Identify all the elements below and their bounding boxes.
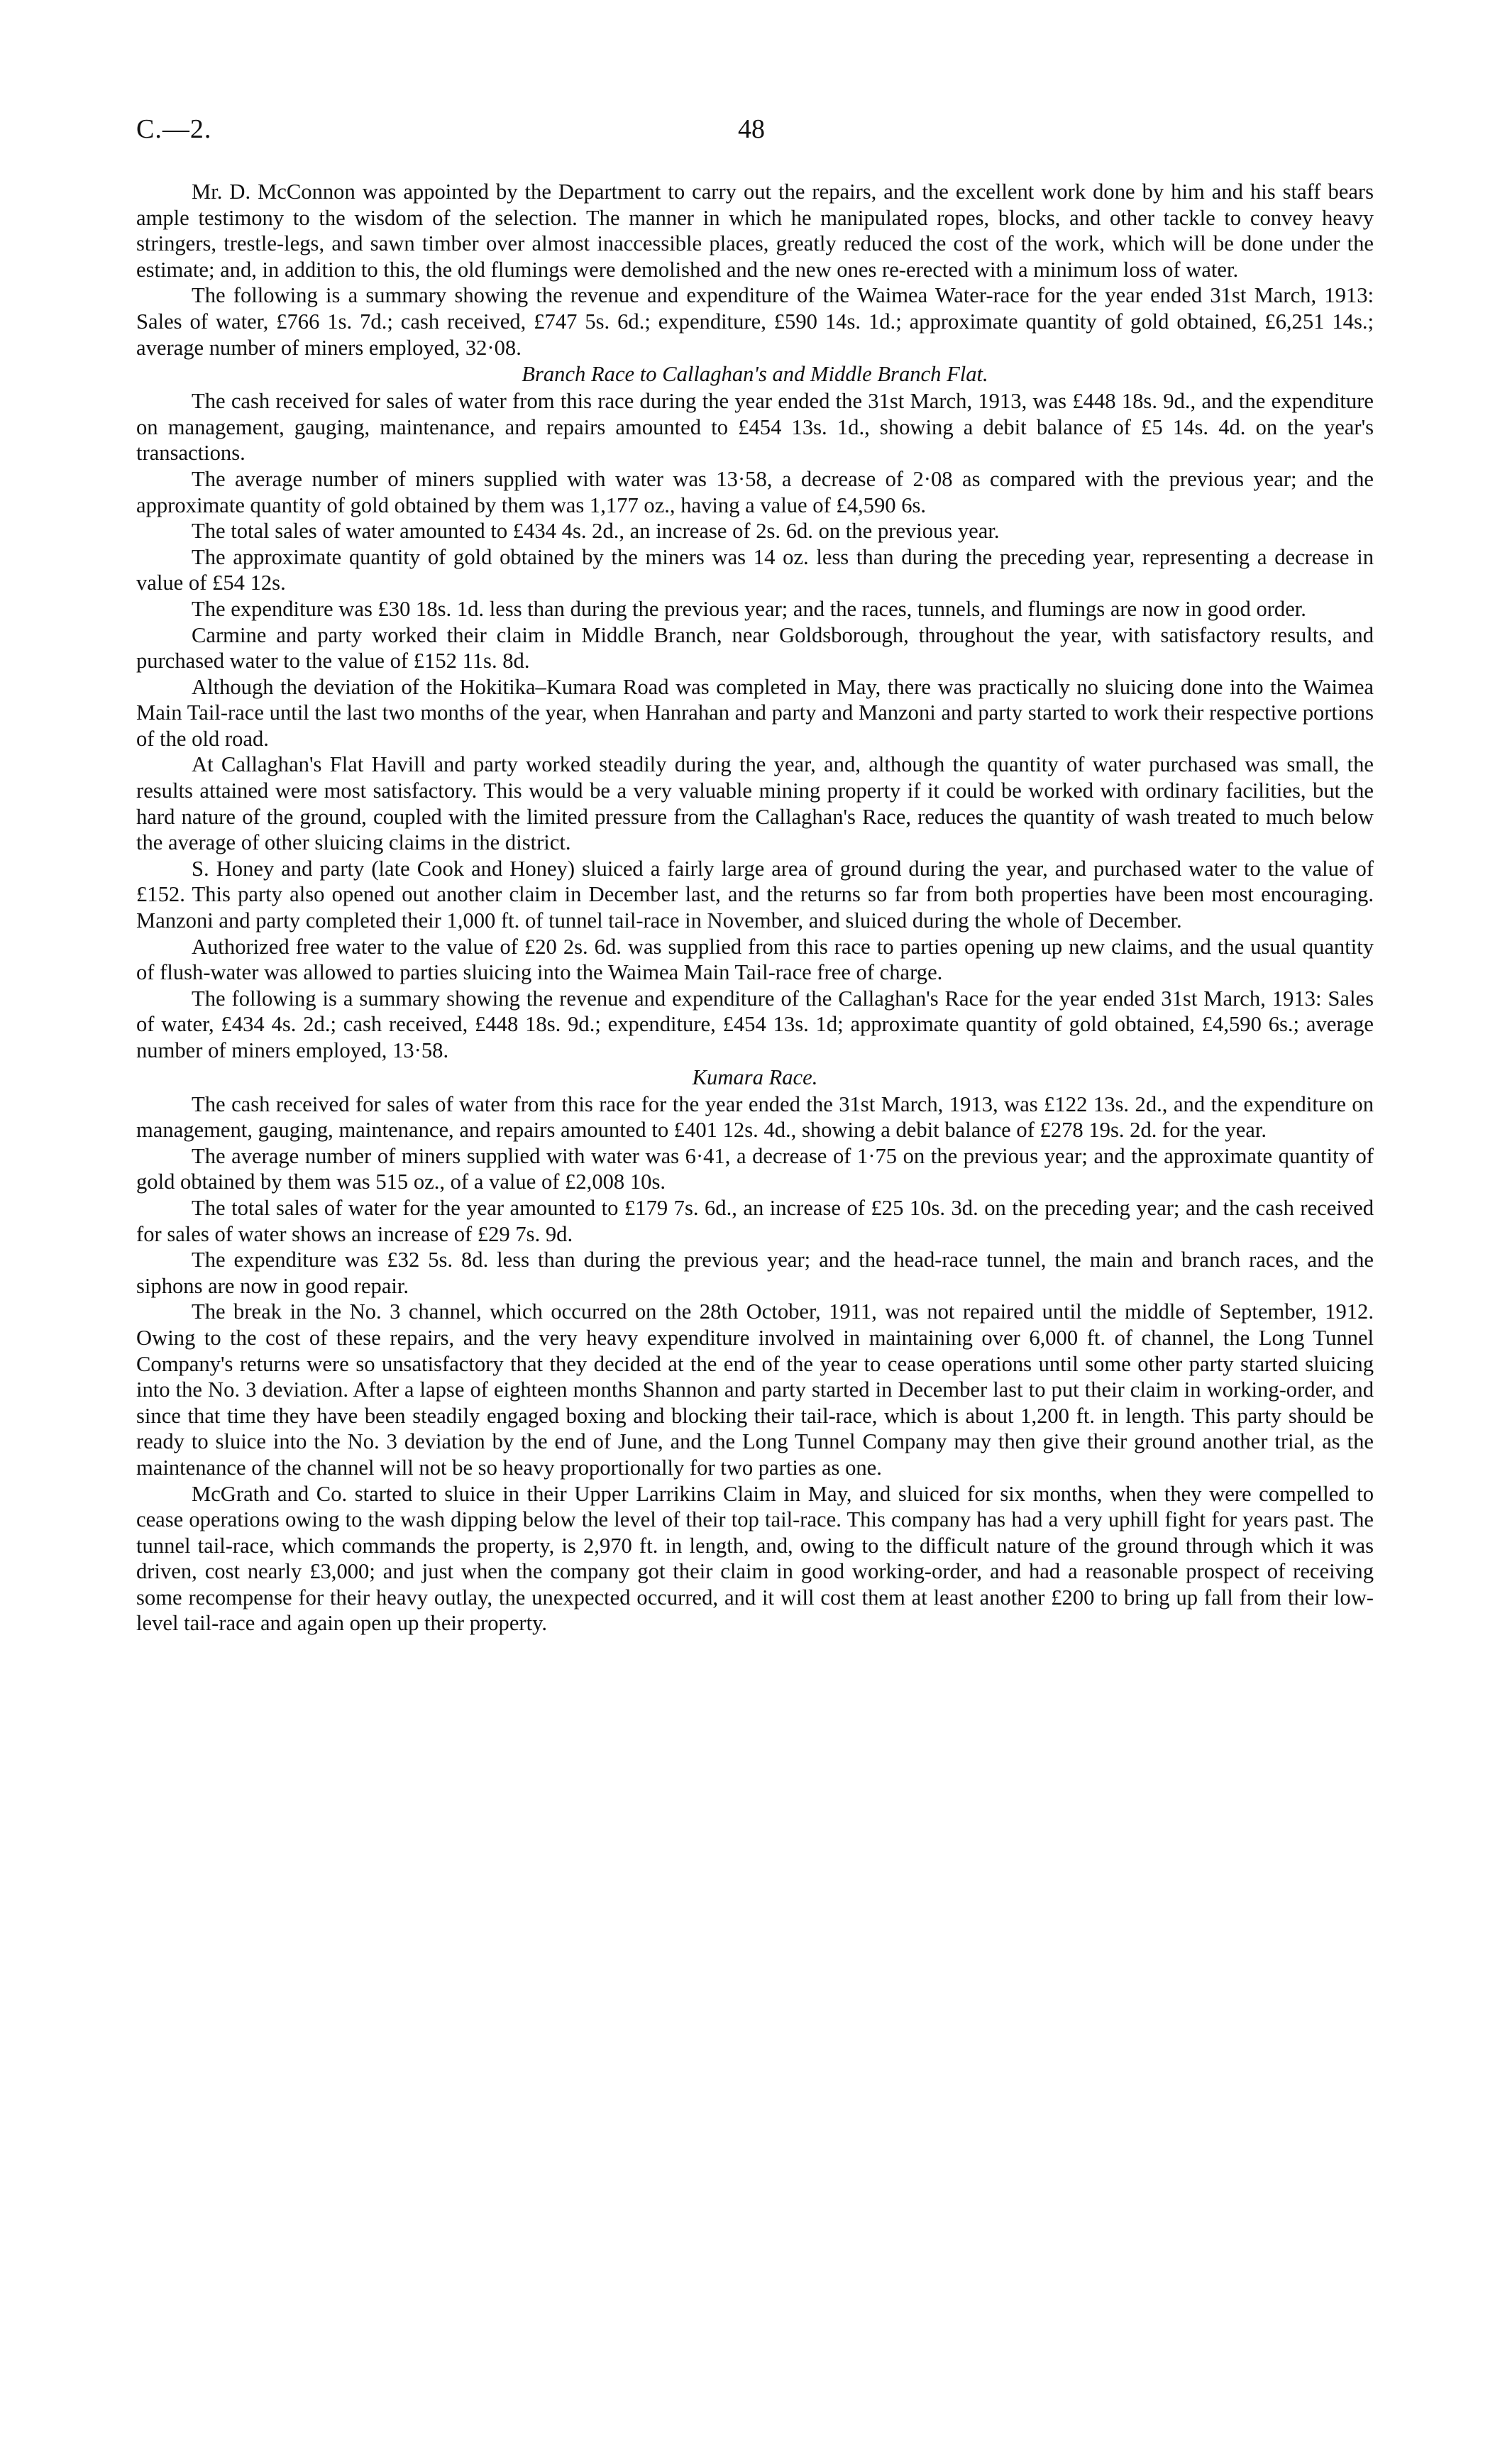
document-body [136,179,1374,1637]
paragraph: The approximate quantity of gold obtained by the miners was 14 oz. less than during the preceding year, representing a decrease in value of £54 12s. [136,544,1374,595]
paragraph: S. Honey and party (late Cook and Honey) sluiced a fairly large area of ground during the year, and purchased water to the value of £152. This party also opened out another claim in December last, and the returns so far from both properties have been most encouraging. Manzoni and party completed their 1,000 ft. of tunnel tail-race in November, and sluiced during the whole of December. [136,856,1374,933]
paragraph: Carmine and party worked their claim in Middle Branch, near Goldsborough, throughout the year, with satisfactory results, and purchased water to the value of £152 11s. 8d. [136,622,1374,673]
paragraph: The cash received for sales of water from this race during the year ended the 31st March, 1913, was £448 18s. 9d., and the expenditure on management, gauging, maintenance, and repairs amounted to £454 13s. 1d., showing a debit balance of £5 14s. 4d. on the year's transactions. [136,389,1374,466]
paragraph: The expenditure was £30 18s. 1d. less than during the previous year; and the races, tunnels, and flumings are now in good order. [192,596,1306,621]
paragraph: Mr. D. McConnon was appointed by the Department to carry out the repairs, and the excellent work done by him and his staff bears ample testimony to the wisdom of the selection. The manner in which he manipulated ropes, blocks, and other tackle to convey heavy stringers, trestle-legs, and sawn timber over almost inaccessible places, greatly reduced the cost of the work, which will be done under the estimate; and, in addition to this, the old flumings were demolished and the new ones re-erected with a minimum loss of water. [136,180,1374,282]
paragraph: The following is a summary showing the revenue and expenditure of the Waimea Water-race for the year ended 31st March, 1913: Sales of water, £766 1s. 7d.; cash received, £747 5s. 6d.; expenditure, £590 14s. 1d.; approximate quantity of gold obtained, £6,251 14s.; average number of miners employed, 32·08. [136,283,1374,360]
paragraph: At Callaghan's Flat Havill and party worked steadily during the year, and, although the quantity of water purchased was small, the results attained were most satisfactory. This would be a very valuable mining property if it could be worked with ordinary facilities, but the hard nature of the ground, coupled with the limited pressure from the Callaghan's Race, reduces the quantity of wash treated to much below the average of other sluicing claims in the district. [136,752,1374,855]
paragraph: The following is a summary showing the revenue and expenditure of the Callaghan's Race for the year ended 31st March, 1913: Sales of water, £434 4s. 2d.; cash received, £448 18s. 9d.; expenditure, £454 13s. 1d; approximate quantity of gold obtained, £4,590 6s.; average number of miners employed, 13·58. [136,986,1374,1062]
paragraph: Although the deviation of the Hokitika–Kumara Road was completed in May, there was practically no sluicing done into the Waimea Main Tail-race until the last two months of the year, when Hanrahan and party and Manzoni and party started to work their respective portions of the old road. [136,674,1374,751]
section-heading: Branch Race to Callaghan's and Middle Branch Flat. [522,362,988,387]
paragraph: Authorized free water to the value of £20 2s. 6d. was supplied from this race to parties opening up new claims, and the usual quantity of flush-water was allowed to parties sluicing into the Waimea Main Tail-race free of charge. [136,934,1374,985]
paragraph: McGrath and Co. started to sluice in their Upper Larrikins Claim in May, and sluiced for six months, when they were compelled to cease operations owing to the wash dipping below the level of their top tail-race. This company has had a very uphill fight for years past. The tunnel tail-race, which commands the property, is 2,970 ft. in length, and, owing to the difficult nature of the ground through which it was driven, cost nearly £3,000; and just when the company got their claim in good working-order, and had a reasonable prospect of receiving some recompense for their heavy outlay, the unexpected occurred, and it will cost them at least another £200 to bring up fall from their low-level tail-race and again open up their property. [136,1481,1374,1636]
paragraph: The cash received for sales of water from this race for the year ended the 31st March, 1913, was £122 13s. 2d., and the expenditure on management, gauging, maintenance, and repairs amounted to £401 12s. 4d., showing a debit balance of £278 19s. 2d. for the year. [136,1091,1374,1143]
paragraph: The total sales of water for the year amounted to £179 7s. 6d., an increase of £25 10s. 3d. on the preceding year; and the cash received for sales of water shows an increase of £29 7s. 9d. [136,1195,1374,1246]
paragraph: The expenditure was £32 5s. 8d. less than during the previous year; and the head-race tunnel, the main and branch races, and the siphons are now in good repair. [136,1248,1374,1298]
section-heading: Kumara Race. [692,1065,818,1089]
paragraph: The average number of miners supplied with water was 6·41, a decrease of 1·75 on the previous year; and the approximate quantity of gold obtained by them was 515 oz., of a value of £2,008 10s. [136,1143,1374,1194]
page-number: 48 [738,114,765,144]
document-reference: C.—2. [136,114,212,144]
paragraph: The average number of miners supplied with water was 13·58, a decrease of 2·08 as compared with the previous year; and the approximate quantity of gold obtained by them was 1,177 oz., having a value of £4,590 6s. [136,466,1374,517]
page-header [136,114,1371,156]
paragraph: The total sales of water amounted to £434 4s. 2d., an increase of 2s. 6d. on the previous year. [192,519,1000,544]
paragraph: The break in the No. 3 channel, which occurred on the 28th October, 1911, was not repaired until the middle of September, 1912. Owing to the cost of these repairs, and the very heavy expenditure involved in maintaining over 6,000 ft. of channel, the Long Tunnel Company's returns were so unsatisfactory that they decided at the end of the year to cease operations until some other party started sluicing into the No. 3 deviation. After a lapse of eighteen months Shannon and party started in December last to put their claim in working-order, and since that time they have been steadily engaged boxing and blocking their tail-race, which is about 1,200 ft. in length. This party should be ready to sluice into the No. 3 deviation by the end of June, and the Long Tunnel Company may then give their ground another trial, as the maintenance of the channel will not be so heavy proportionally for two parties as one. [136,1299,1374,1480]
